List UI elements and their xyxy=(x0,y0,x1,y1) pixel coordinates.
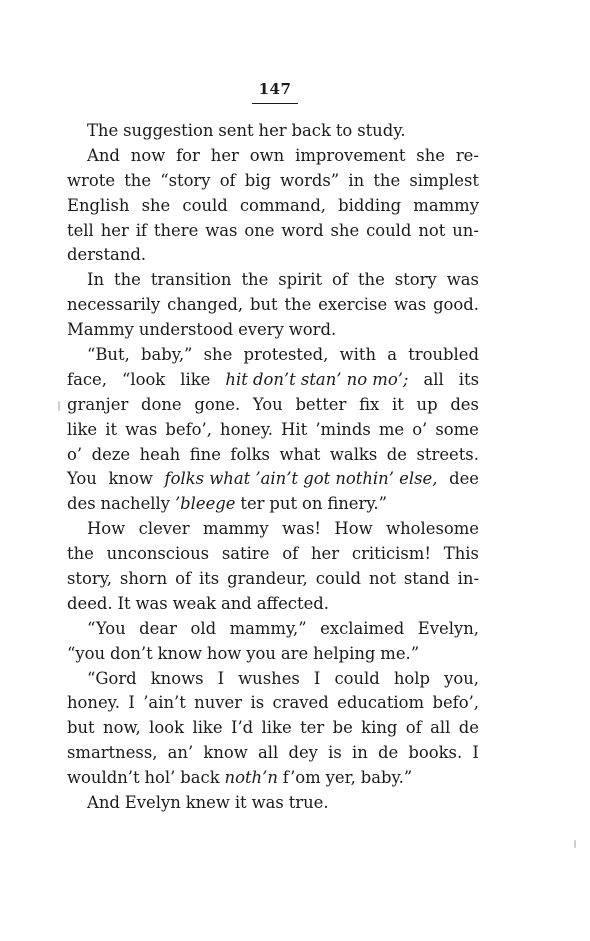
word: baby.” xyxy=(360,768,413,788)
word: and xyxy=(220,593,252,613)
word: you, xyxy=(444,668,479,688)
word: exclaimed xyxy=(320,618,405,638)
word: could xyxy=(334,668,380,688)
word: I xyxy=(217,668,225,688)
text-line xyxy=(67,243,479,268)
word: an’ xyxy=(167,743,194,763)
text-line xyxy=(67,194,479,219)
word: like xyxy=(67,419,98,439)
word: with xyxy=(339,345,377,365)
word: she xyxy=(141,195,171,215)
word: craved xyxy=(272,693,329,713)
word: I xyxy=(472,743,479,763)
margin-mark xyxy=(58,401,60,411)
word: the xyxy=(67,544,94,564)
word: like xyxy=(192,718,223,738)
word: all xyxy=(257,743,279,763)
word: be xyxy=(332,718,353,738)
word: to xyxy=(335,121,353,140)
word: gone. xyxy=(194,394,241,414)
text-line xyxy=(67,567,479,592)
word: know xyxy=(203,743,248,763)
word: not xyxy=(418,220,446,240)
word: the xyxy=(284,295,312,315)
word: was xyxy=(135,593,168,613)
word: could xyxy=(366,220,412,240)
word: true. xyxy=(288,793,329,813)
word: ter xyxy=(240,494,265,514)
word: own xyxy=(249,145,285,165)
word: finery.” xyxy=(327,494,388,514)
word: me xyxy=(378,419,405,439)
word: weak xyxy=(172,593,217,613)
word: if xyxy=(135,220,147,240)
word: In xyxy=(87,270,105,290)
word: of xyxy=(282,544,299,564)
word: nuver xyxy=(194,693,243,713)
margin-mark xyxy=(574,840,576,848)
word: wouldn’t xyxy=(67,768,140,788)
word: in- xyxy=(457,569,479,589)
word: like xyxy=(180,369,211,389)
word: de xyxy=(386,444,407,464)
word: for xyxy=(176,145,200,165)
italic-word: ’bleege xyxy=(174,494,236,514)
italic-word: noth’n xyxy=(224,768,278,788)
word: command, xyxy=(239,195,327,215)
word: How xyxy=(334,519,373,539)
word: “story xyxy=(160,170,211,190)
word: her xyxy=(100,220,129,240)
word: Hit xyxy=(281,419,308,439)
word: look xyxy=(149,718,185,738)
word: affected. xyxy=(256,593,329,613)
word: The xyxy=(87,121,119,140)
word: of xyxy=(219,170,236,190)
word: not xyxy=(368,569,396,589)
word: I xyxy=(128,693,135,713)
word: dee xyxy=(449,469,479,489)
word: back xyxy=(291,121,331,140)
word: mammy xyxy=(413,195,479,215)
text-line xyxy=(67,791,479,816)
word: I xyxy=(313,668,321,688)
word: the xyxy=(114,270,141,290)
text-line xyxy=(67,343,479,368)
word: o’ xyxy=(67,444,83,464)
word: on xyxy=(301,494,323,514)
word: smartness, xyxy=(67,743,158,763)
text-line xyxy=(67,169,479,194)
body-text xyxy=(67,119,479,816)
word: its xyxy=(458,369,479,389)
word: Evelyn, xyxy=(417,618,479,638)
word: baby,” xyxy=(140,345,193,365)
text-line xyxy=(67,268,479,293)
word: granjer xyxy=(67,394,129,414)
word: could xyxy=(182,195,228,215)
word: How xyxy=(87,519,126,539)
word: unconscious xyxy=(106,544,210,564)
word: it xyxy=(105,419,118,439)
word: stand xyxy=(403,569,450,589)
word: study. xyxy=(357,121,406,140)
text-line xyxy=(67,144,479,169)
word: It xyxy=(117,593,131,613)
word: up xyxy=(416,394,438,414)
word: Mammy xyxy=(67,320,134,340)
word: ’ain’t xyxy=(143,693,186,713)
word: word. xyxy=(288,320,337,340)
word: its xyxy=(198,569,220,589)
word: word xyxy=(281,220,324,240)
word: old xyxy=(190,618,217,638)
word: now xyxy=(130,145,166,165)
word: she xyxy=(416,145,445,165)
word: all xyxy=(423,369,444,389)
word: books. xyxy=(408,743,463,763)
word: you xyxy=(246,643,276,663)
word: walks xyxy=(329,444,378,464)
word: exercise xyxy=(318,295,388,315)
text-line xyxy=(67,318,479,343)
text-line xyxy=(67,492,479,517)
word: was xyxy=(394,295,427,315)
text-line xyxy=(67,667,479,692)
word: face, xyxy=(67,369,107,389)
word: was xyxy=(446,270,479,290)
word: was! xyxy=(282,519,321,539)
word: knows xyxy=(150,668,204,688)
word: was xyxy=(125,419,158,439)
word: des xyxy=(67,494,96,514)
text-line xyxy=(67,617,479,642)
word: holp xyxy=(393,668,431,688)
word: You xyxy=(252,394,283,414)
word: could xyxy=(315,569,362,589)
word: un- xyxy=(452,220,479,240)
word: clever xyxy=(138,519,190,539)
word: transition xyxy=(150,270,232,290)
word: troubled xyxy=(408,345,479,365)
word: improvement xyxy=(295,145,406,165)
text-line xyxy=(67,642,479,667)
word: “But, xyxy=(87,345,130,365)
word: the xyxy=(373,170,401,190)
text-line xyxy=(67,119,479,144)
word: how xyxy=(206,643,242,663)
word: nachelly xyxy=(100,494,171,514)
text-line xyxy=(67,517,479,542)
word: her xyxy=(258,121,287,140)
word: tell xyxy=(67,220,94,240)
word: “you xyxy=(67,643,106,663)
text-line xyxy=(67,418,479,443)
text-line xyxy=(67,219,479,244)
text-line xyxy=(67,293,479,318)
word: now, xyxy=(103,718,141,738)
word: it xyxy=(391,394,404,414)
word: back xyxy=(180,768,220,788)
word: honey. xyxy=(67,693,120,713)
word: deed. xyxy=(67,593,113,613)
word: mammy,” xyxy=(229,618,307,638)
word: one xyxy=(244,220,275,240)
page-number-rule xyxy=(252,103,298,104)
word: English xyxy=(67,195,130,215)
word: the xyxy=(241,270,269,290)
word: befo’, xyxy=(432,693,479,713)
word: of xyxy=(332,270,348,290)
word: de xyxy=(458,718,479,738)
word: me.” xyxy=(380,643,420,663)
word: hol’ xyxy=(144,768,176,788)
word: shorn xyxy=(119,569,168,589)
word: good. xyxy=(433,295,479,315)
word: big xyxy=(244,170,272,190)
word: the xyxy=(357,270,385,290)
word: all xyxy=(430,718,451,738)
word: mammy xyxy=(203,519,269,539)
word: Evelyn xyxy=(124,793,181,813)
word: “look xyxy=(121,369,166,389)
word: de xyxy=(377,743,399,763)
word: know xyxy=(157,643,202,663)
word: don’t xyxy=(109,643,153,663)
word: befo’, xyxy=(165,419,212,439)
word: king xyxy=(361,718,398,738)
word: re- xyxy=(455,145,479,165)
word: understood xyxy=(138,320,234,340)
word: story xyxy=(394,270,437,290)
word: of xyxy=(405,718,422,738)
word: like xyxy=(261,718,292,738)
word: knew xyxy=(185,793,230,813)
word: wushes xyxy=(238,668,300,688)
text-line xyxy=(67,393,479,418)
word: educatiom xyxy=(337,693,425,713)
word: necessarily xyxy=(67,295,161,315)
word: ’minds xyxy=(315,419,371,439)
text-line xyxy=(67,766,479,791)
word: but xyxy=(67,718,95,738)
word: fix xyxy=(359,394,380,414)
word: put xyxy=(269,494,298,514)
word: is xyxy=(250,693,265,713)
word: what xyxy=(279,444,321,464)
text-line xyxy=(67,691,479,716)
word: there xyxy=(153,220,199,240)
word: fine xyxy=(189,444,221,464)
word: story, xyxy=(67,569,112,589)
word: she xyxy=(203,345,233,365)
word: protested, xyxy=(243,345,329,365)
text-line xyxy=(67,542,479,567)
word: “You xyxy=(87,618,126,638)
word: And xyxy=(87,793,120,813)
text-line xyxy=(67,443,479,468)
word: was xyxy=(251,793,284,813)
word: grandeur, xyxy=(227,569,308,589)
italic-word: hit don’t stan’ no mo’; xyxy=(225,369,409,389)
word: honey. xyxy=(220,419,274,439)
word: des xyxy=(450,394,479,414)
word: heah xyxy=(139,444,181,464)
word: her xyxy=(210,145,239,165)
word: are xyxy=(280,643,309,663)
word: know xyxy=(108,469,153,489)
word: sent xyxy=(218,121,254,140)
text-line xyxy=(67,716,479,741)
word: This xyxy=(443,544,479,564)
word: simplest xyxy=(409,170,479,190)
word: is xyxy=(328,743,342,763)
word: suggestion xyxy=(123,121,214,140)
word: it xyxy=(234,793,247,813)
word: helping xyxy=(313,643,376,663)
word: streets. xyxy=(416,444,479,464)
word: satire xyxy=(221,544,270,564)
word: bidding xyxy=(338,195,402,215)
word: but xyxy=(249,295,278,315)
word: in xyxy=(348,170,365,190)
word: her xyxy=(310,544,340,564)
word: I’d xyxy=(230,718,254,738)
word: You xyxy=(67,469,97,489)
word: in xyxy=(351,743,368,763)
word: she xyxy=(330,220,360,240)
word: o’ xyxy=(412,419,428,439)
word: criticism! xyxy=(351,544,431,564)
word: dey xyxy=(288,743,318,763)
page-number: 147 xyxy=(258,80,292,98)
word: “Gord xyxy=(87,668,137,688)
word: wholesome xyxy=(386,519,479,539)
word: of xyxy=(175,569,192,589)
word: folks xyxy=(230,444,270,464)
word: words” xyxy=(280,170,340,190)
text-line xyxy=(67,467,479,492)
text-line xyxy=(67,741,479,766)
word: the xyxy=(124,170,152,190)
word: dear xyxy=(139,618,177,638)
text-line xyxy=(67,592,479,617)
word: derstand. xyxy=(67,245,147,265)
word: spirit xyxy=(278,270,323,290)
word: wrote xyxy=(67,170,116,190)
text-line xyxy=(67,368,479,393)
word: some xyxy=(435,419,479,439)
word: ter xyxy=(300,718,325,738)
word: f’om xyxy=(282,768,321,788)
word: changed, xyxy=(167,295,244,315)
word: And xyxy=(87,145,120,165)
word: was xyxy=(205,220,238,240)
word: better xyxy=(295,394,347,414)
word: deze xyxy=(91,444,131,464)
word: done xyxy=(141,394,182,414)
word: a xyxy=(387,345,397,365)
italic-word: folks what ’ain’t got nothin’ else, xyxy=(164,469,438,489)
word: yer, xyxy=(325,768,356,788)
word: every xyxy=(238,320,284,340)
